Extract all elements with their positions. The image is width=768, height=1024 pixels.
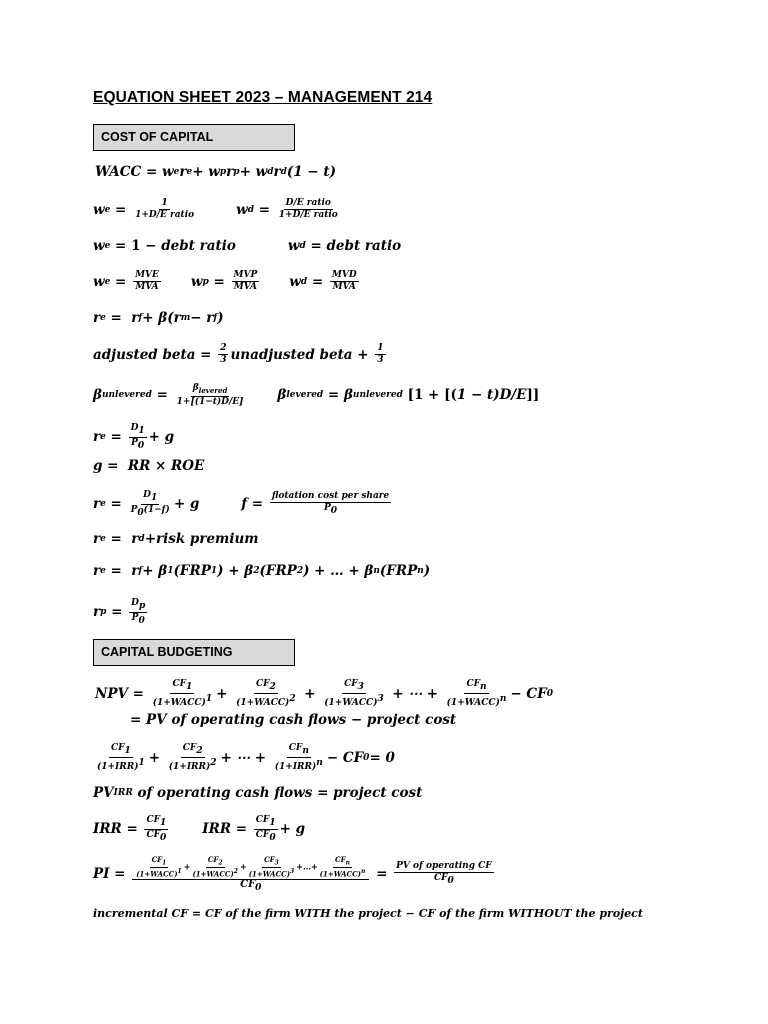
- equation-npv: NPV = $\frac{CF_1}{(1+WACC)^1}$ + $\frac{CF_2}{(1+WACC)^2}$ + $\frac{CF_3}{(1+WACC)^3}$ + ⋯ + $\frac{CF_n}{(1+WACC)^n}$ − CF 0: [95, 679, 553, 708]
- equation-hamada: β unlevered = $\frac{\beta_{levered}}{1+[(1-t)D/E]}$ β levered = β unlevered [1 + [( 1 − t)D/E ]]: [93, 383, 540, 407]
- equation-npv-definition: = PV of operating cash flows − project cost: [130, 712, 457, 728]
- equation-adjusted-beta: adjusted beta = $\frac{2}{3}$ unadjusted beta + $\frac{1}{3}$: [93, 343, 384, 365]
- equation-incremental-cf: incremental CF = CF of the firm WITH the project − CF of the firm WITHOUT the project: [93, 907, 643, 920]
- equation-capm: r e = r f + β(r m − r f ): [93, 310, 224, 326]
- equation-flotation: r e = $\frac{D_1}{P_0(1-f)}$ + g f = $\frac{\text{flotation cost per share}}{P_0}$: [93, 490, 390, 518]
- equation-wacc: WACC = w e r e + w p r p + w d r d (1 − t): [95, 164, 337, 180]
- equation-pv-irr: PV IRR of operating cash flows = project cost: [93, 785, 423, 801]
- equation-irr-perpetuity: IRR = $\frac{CF_1}{CF_0}$ IRR = $\frac{CF_1}{CF_0}$ + g: [93, 815, 306, 843]
- equation-weights-market-values: w e = $\frac{\text{MVE}}{\text{MVA}}$ w p = $\frac{\text{MVP}}{\text{MVA}}$ w d = $\frac{\text{MVD}}{\text{MVA}}$: [93, 270, 357, 292]
- equation-irr: $\frac{CF_1}{(1+IRR)^1}$ + $\frac{CF_2}{(1+IRR)^2}$ + ⋯ + $\frac{CF_n}{(1+IRR)^n}$ − CF 0 = 0: [97, 743, 395, 772]
- equation-risk-premium: r e = r d + risk premium: [93, 531, 259, 547]
- equation-preferred: r p = $\frac{D_p}{P_0}$: [93, 598, 146, 626]
- section-header-cost-of-capital: COST OF CAPITAL: [93, 124, 295, 151]
- section-header-capital-budgeting: CAPITAL BUDGETING: [93, 639, 295, 666]
- equation-apt: r e = r f + β 1 (FRP 1 ) + β 2 (FRP 2 ) + … + β n (FRP n ): [93, 563, 431, 579]
- equation-dividend-growth: r e = $\frac{D_1}{P_0}$ + g: [93, 423, 175, 451]
- equation-growth-rate: g = RR × ROE: [93, 458, 205, 474]
- page-title: EQUATION SHEET 2023 – MANAGEMENT 214: [93, 89, 433, 106]
- equation-profitability-index: PI = $\frac{CF_1}{(1+WACC)^1}$ + $\frac{CF_2}{(1+WACC)^2}$ + $\frac{CF_3}{(1+WACC)^3}$ +…+ $\frac{CF_n}{(1+WACC)^n}$ $CF_0$ = $\frac{\text{PV of operating CF}}{CF_0}$: [93, 855, 492, 893]
- equation-weights-de-ratio: w e = $\frac{1}{\text{1+D/E ratio}}$ w d = $\frac{\text{D/E ratio}}{\text{1+D/E ratio}}$: [93, 198, 338, 220]
- equation-weights-debt-ratio: w e = 1 − debt ratio w d = debt ratio: [93, 238, 402, 254]
